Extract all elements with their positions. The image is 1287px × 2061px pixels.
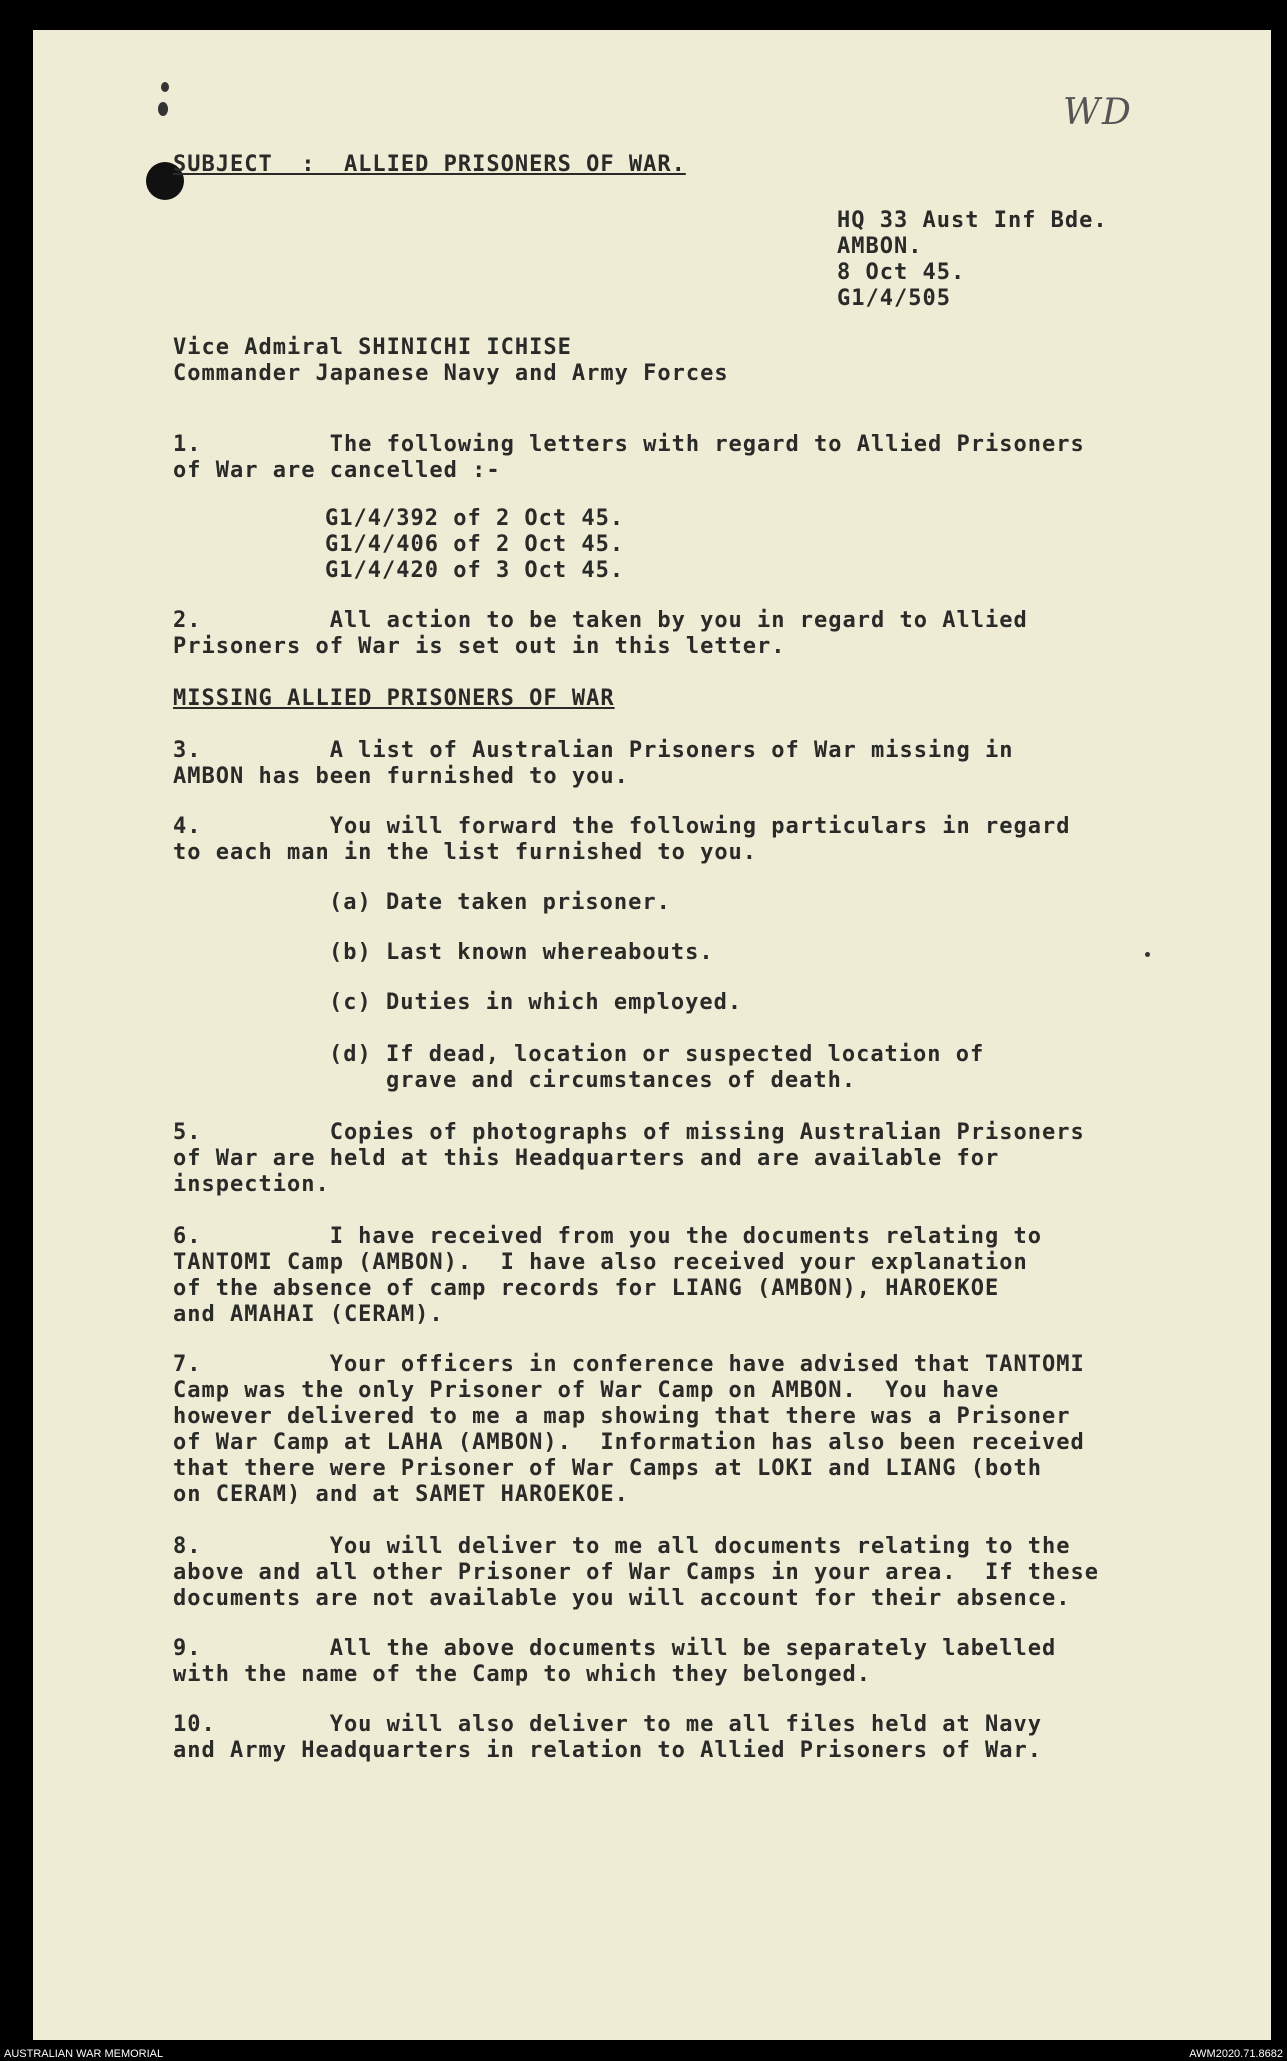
- paragraph-10-line: and Army Headquarters in relation to Allied Prisoners of War.: [173, 1738, 1042, 1763]
- paragraph-8-line: documents are not available you will account for their absence.: [173, 1586, 1071, 1611]
- paragraph-7-line: of War Camp at LAHA (AMBON). Information has also been received: [173, 1430, 1085, 1455]
- particular-a: (a) Date taken prisoner.: [329, 890, 671, 915]
- paragraph-4-line: 4. You will forward the following particulars in regard: [173, 814, 1071, 839]
- cancelled-letter: G1/4/392 of 2 Oct 45.: [325, 506, 625, 531]
- particular-d: (d) If dead, location or suspected location of: [329, 1042, 985, 1067]
- paragraph-6-line: and AMAHAI (CERAM).: [173, 1302, 444, 1327]
- header-reference: G1/4/505: [837, 286, 951, 311]
- paragraph-5-line: inspection.: [173, 1172, 330, 1197]
- particular-b: (b) Last known whereabouts.: [329, 940, 714, 965]
- cancelled-letter: G1/4/406 of 2 Oct 45.: [325, 532, 625, 557]
- paragraph-6-line: 6. I have received from you the documents relating to: [173, 1224, 1042, 1249]
- paragraph-7-line: on CERAM) and at SAMET HAROEKOE.: [173, 1482, 629, 1507]
- paper-mark: [158, 102, 168, 116]
- paragraph-2-line: 2. All action to be taken by you in regard to Allied: [173, 608, 1028, 633]
- addressee-title: Commander Japanese Navy and Army Forces: [173, 361, 729, 386]
- section-heading: MISSING ALLIED PRISONERS OF WAR: [173, 686, 615, 711]
- paragraph-2-line: Prisoners of War is set out in this letter.: [173, 634, 786, 659]
- paper-mark: [1145, 952, 1150, 957]
- cancelled-letter: G1/4/420 of 3 Oct 45.: [325, 558, 625, 583]
- paragraph-8-line: 8. You will deliver to me all documents relating to the: [173, 1534, 1071, 1559]
- particular-d: grave and circumstances of death.: [329, 1068, 857, 1093]
- subject-line: SUBJECT : ALLIED PRISONERS OF WAR.: [173, 152, 686, 177]
- paragraph-1-line: of War are cancelled :-: [173, 458, 501, 483]
- paragraph-4-line: to each man in the list furnished to you.: [173, 840, 758, 865]
- paragraph-5-line: of War are held at this Headquarters and are available for: [173, 1146, 1000, 1171]
- document-page: [33, 30, 1271, 2040]
- paragraph-7-line: 7. Your officers in conference have advised that TANTOMI: [173, 1352, 1085, 1377]
- particular-c: (c) Duties in which employed.: [329, 990, 743, 1015]
- paragraph-1-line: 1. The following letters with regard to Allied Prisoners: [173, 432, 1085, 457]
- header-unit: HQ 33 Aust Inf Bde.: [837, 208, 1108, 233]
- handwritten-mark: WD: [1063, 92, 1133, 133]
- footer-accession-number: AWM2020.71.8682: [1189, 2048, 1283, 2060]
- paragraph-8-line: above and all other Prisoner of War Camps in your area. If these: [173, 1560, 1099, 1585]
- paragraph-6-line: TANTOMI Camp (AMBON). I have also received your explanation: [173, 1250, 1028, 1275]
- paragraph-6-line: of the absence of camp records for LIANG (AMBON), HAROEKOE: [173, 1276, 1000, 1301]
- paragraph-9-line: 9. All the above documents will be separately labelled: [173, 1636, 1057, 1661]
- header-location: AMBON.: [837, 234, 923, 259]
- header-date: 8 Oct 45.: [837, 260, 966, 285]
- paragraph-7-line: that there were Prisoner of War Camps at LOKI and LIANG (both: [173, 1456, 1042, 1481]
- paper-mark: [161, 82, 169, 92]
- paragraph-7-line: Camp was the only Prisoner of War Camp on AMBON. You have: [173, 1378, 1000, 1403]
- paragraph-3-line: AMBON has been furnished to you.: [173, 764, 629, 789]
- footer-credit: AUSTRALIAN WAR MEMORIAL: [4, 2048, 164, 2060]
- paragraph-10-line: 10. You will also deliver to me all files held at Navy: [173, 1712, 1042, 1737]
- paragraph-9-line: with the name of the Camp to which they belonged.: [173, 1662, 872, 1687]
- paragraph-7-line: however delivered to me a map showing that there was a Prisoner: [173, 1404, 1071, 1429]
- paragraph-3-line: 3. A list of Australian Prisoners of War missing in: [173, 738, 1014, 763]
- addressee-name: Vice Admiral SHINICHI ICHISE: [173, 335, 572, 360]
- paragraph-5-line: 5. Copies of photographs of missing Australian Prisoners: [173, 1120, 1085, 1145]
